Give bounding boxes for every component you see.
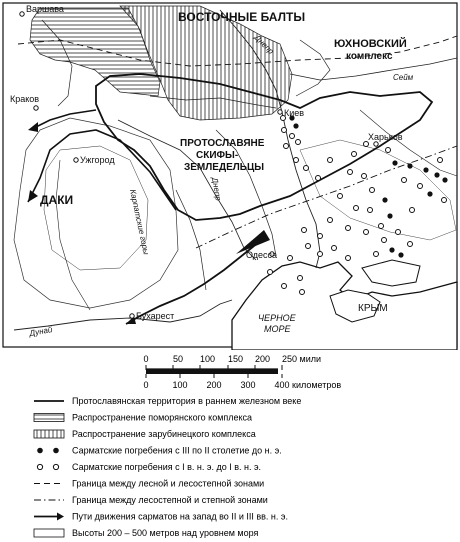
label-dnieper-south: Днепр: [210, 176, 223, 202]
label-bucharest: Бухарест: [136, 311, 175, 321]
legend-row-arrow: [34, 512, 288, 522]
legend-symbol: [34, 430, 64, 438]
label-yukhnov-complex: комплекс: [346, 51, 393, 62]
legend-text: Сарматские погребения с I в. н. э. до I в. н. э.: [72, 462, 262, 472]
label-east-balts: ВОСТОЧНЫЕ БАЛТЫ: [178, 10, 306, 24]
km-tick-label: 200: [206, 380, 222, 390]
label-yukhnov: ЮХНОВСКИЙ: [334, 38, 407, 50]
label-kharkov: Харьков: [368, 132, 403, 142]
map-legend: [0, 350, 460, 542]
label-dnieper-north: Днепр: [252, 33, 276, 56]
label-uzhgorod: Ужгород: [80, 155, 115, 165]
legend-symbol: [53, 448, 59, 454]
km-unit-label: километров: [292, 380, 342, 390]
legend-row-h-hatch: [34, 413, 252, 423]
mile-tick-label: 100: [200, 354, 216, 364]
legend-symbol: [34, 414, 64, 422]
mile-tick-label: 150: [228, 354, 244, 364]
km-tick-label: 0: [143, 380, 149, 390]
legend-row-open-dots: [37, 462, 261, 472]
mile-tick-label: 50: [173, 354, 184, 364]
km-tick-label: 400: [274, 380, 290, 390]
legend-row-filled-dots: [37, 446, 282, 456]
legend-symbol: [37, 464, 42, 469]
label-protoslavs: ПРОТОСЛАВЯНЕ: [180, 138, 265, 149]
label-black-sea-1: ЧЕРНОЕ: [258, 313, 296, 323]
mile-tick-label: 0: [143, 354, 149, 364]
label-scythians: СКИФЫ-: [196, 150, 239, 161]
legend-text: Сарматские погребения с III по II столетие до н. э.: [72, 445, 282, 456]
label-farmers: ЗЕМЛЕДЕЛЬЦЫ: [184, 162, 265, 173]
scale-bar-fill: [146, 369, 278, 374]
legend-arrowhead: [57, 513, 64, 521]
legend-symbol: [37, 448, 43, 454]
legend-text: Высоты 200 – 500 метров над уровнем моря: [72, 528, 259, 538]
legend-text: Распространение поморянского комплекса: [72, 412, 253, 423]
label-carpathians: Карпатские горы: [128, 188, 151, 256]
legend-row-dashdot-line: [34, 495, 268, 505]
label-kiev: Киев: [284, 108, 305, 118]
km-tick-label: 100: [172, 380, 188, 390]
legend-text: Граница между лесной и лесостепной зонами: [72, 478, 265, 489]
label-danube: Дунай: [28, 325, 54, 338]
label-odessa: Одесса: [246, 250, 278, 260]
label-warsaw: Варшава: [26, 4, 64, 14]
mile-tick-label: 200: [255, 354, 271, 364]
label-dacians: ДАКИ: [40, 193, 74, 207]
legend-symbol: [53, 464, 58, 469]
legend-text: Пути движения сарматов на запад во II и III вв. н. э.: [72, 511, 288, 522]
label-black-sea-2: МОРЕ: [264, 324, 291, 334]
km-tick-label: 300: [240, 380, 256, 390]
legend-row-dash-line: [34, 479, 264, 489]
label-seym: Сейм: [393, 73, 414, 82]
legend-row-solid-line: [34, 396, 301, 406]
legend-text: Протославянская территория в раннем железном веке: [72, 396, 302, 406]
legend-text: Распространение зарубинецкого комплекса: [72, 429, 256, 439]
scale-bar: [143, 354, 341, 390]
legend-row-box: [34, 528, 258, 538]
mile-tick-label: 250 мили: [282, 354, 322, 364]
legend-row-v-hatch: [34, 429, 256, 439]
label-crimea: КРЫМ: [358, 303, 388, 314]
legend-text: Граница между лесостепной и степной зонами: [72, 495, 268, 505]
label-krakow: Краков: [10, 94, 40, 104]
legend-symbol: [34, 529, 64, 537]
